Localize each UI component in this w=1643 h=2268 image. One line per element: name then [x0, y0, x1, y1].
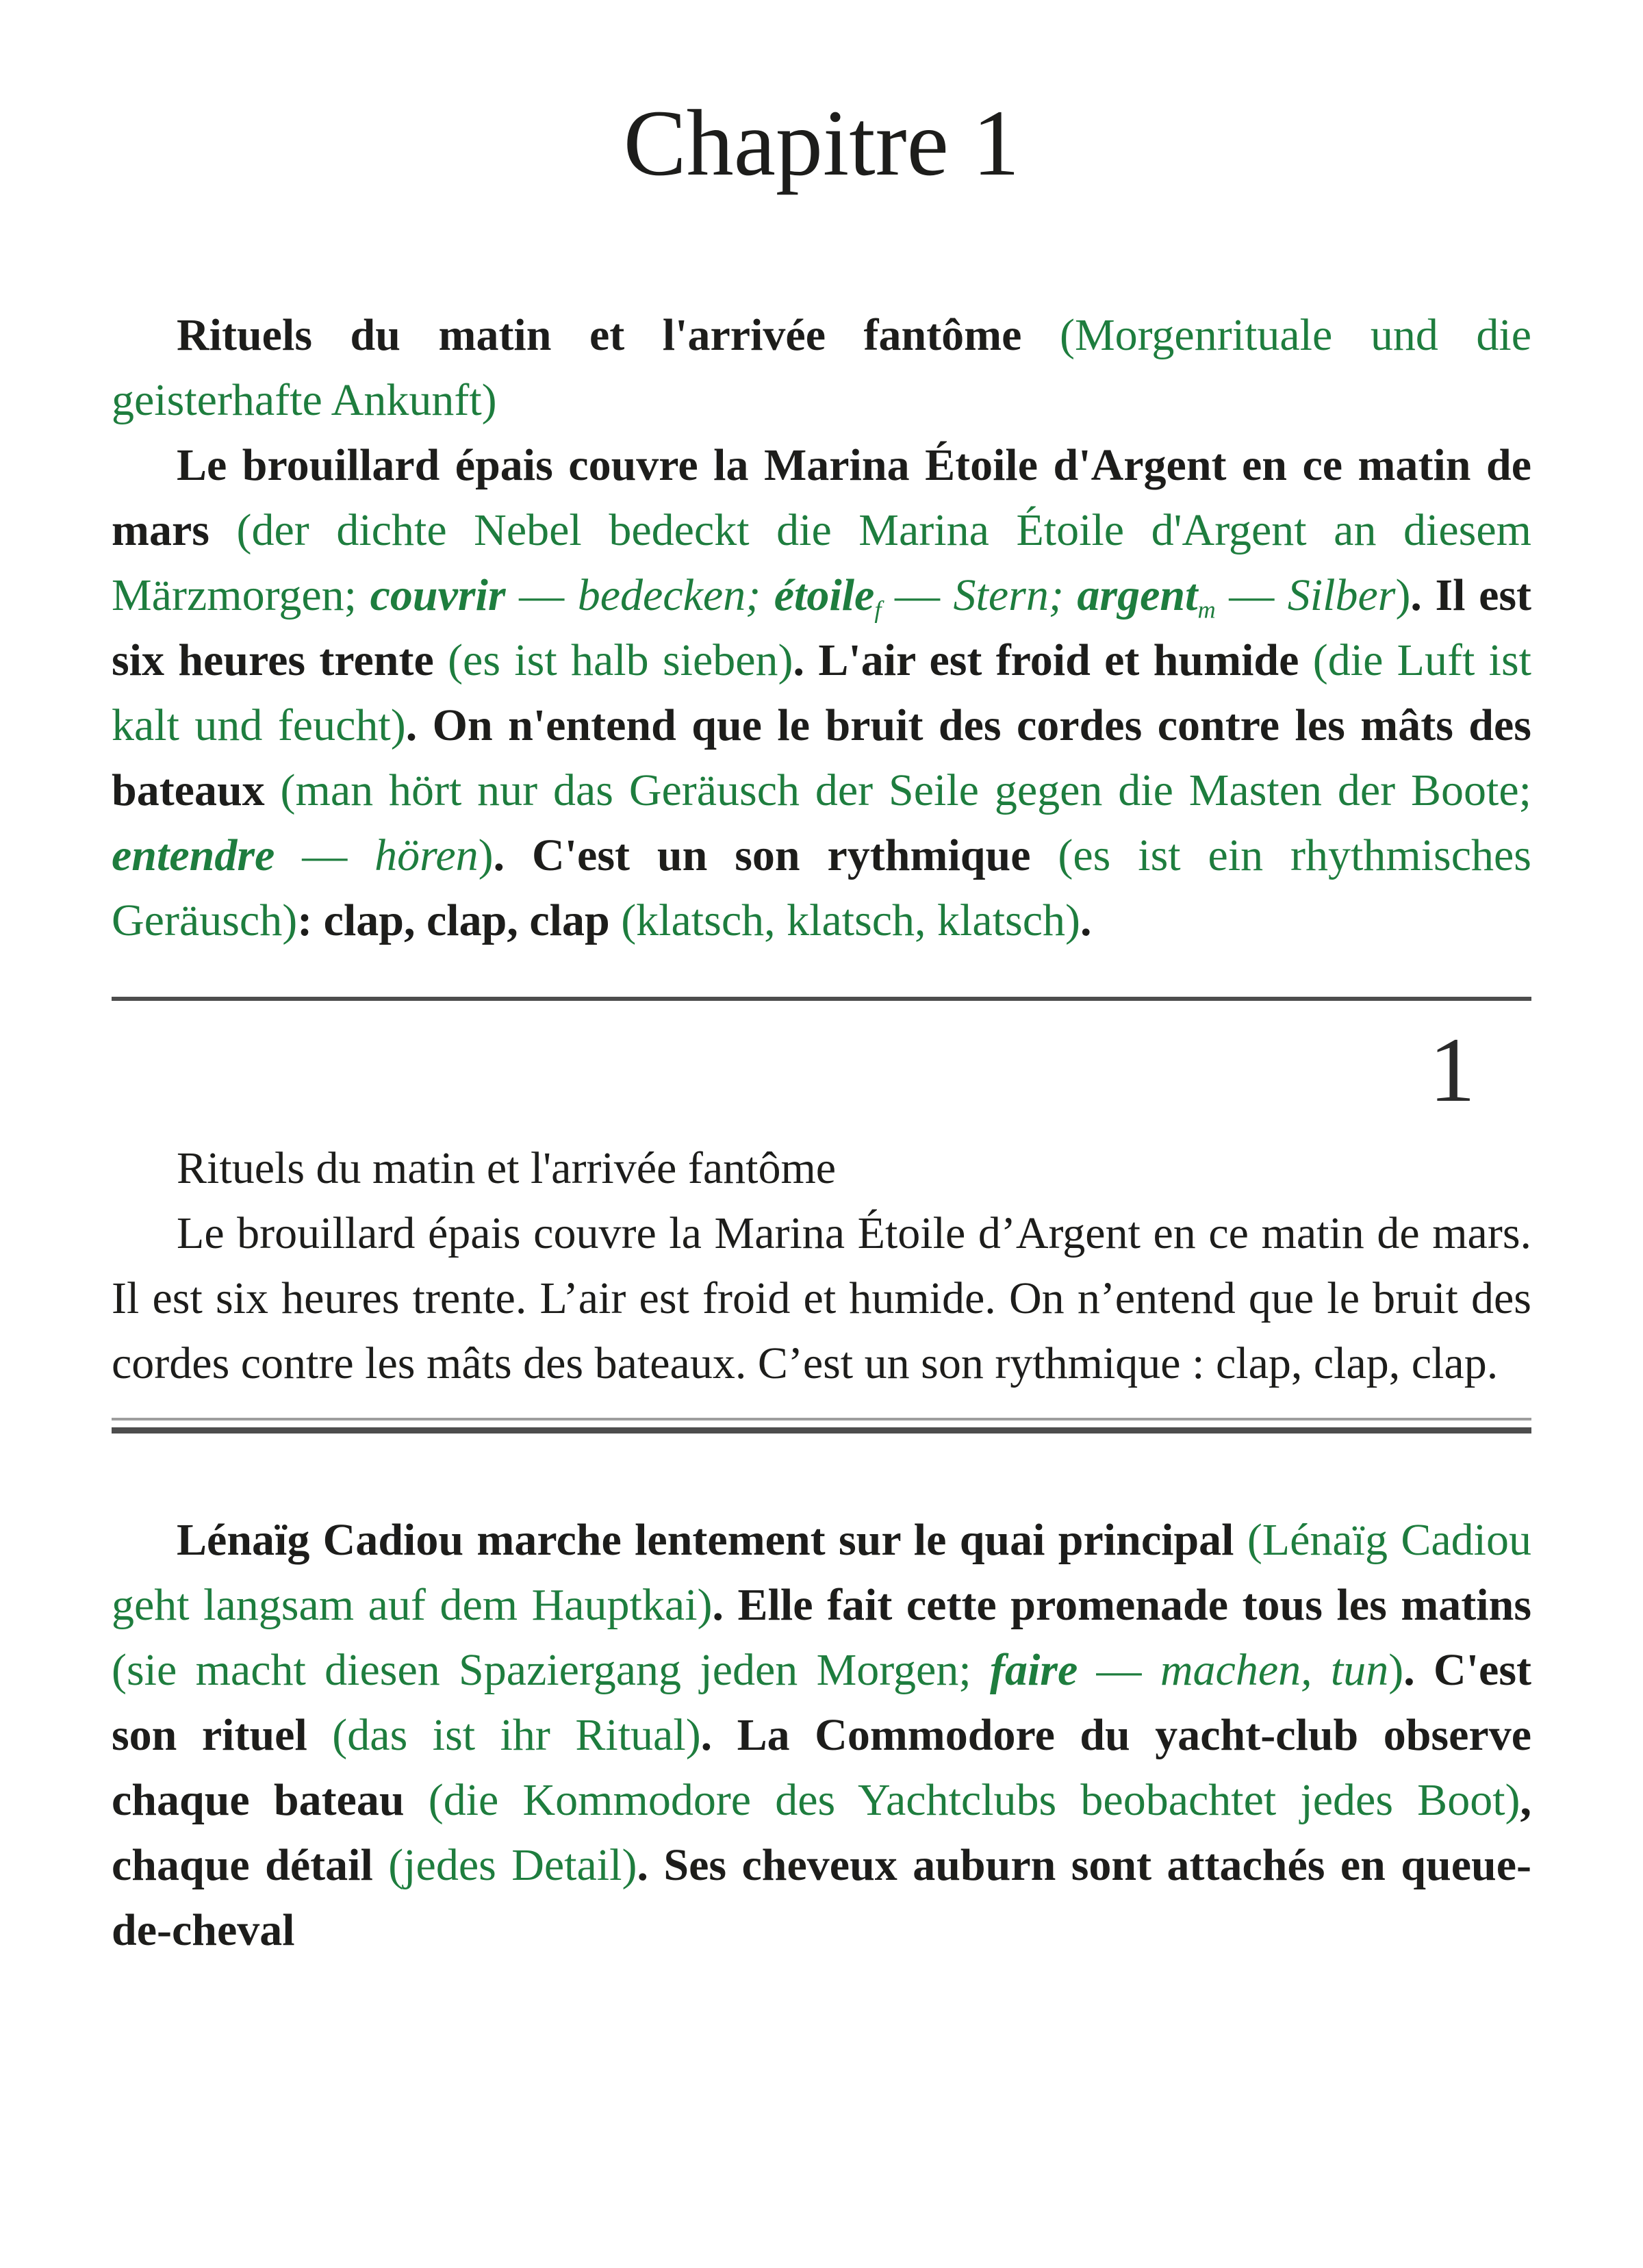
- text-run: . C'est son rituel: [112, 1644, 1531, 1760]
- text-run: . On n'entend que le bruit des cordes contre les mâts des bateaux: [112, 700, 1531, 815]
- text-run: (die Luft ist kalt und feucht): [112, 635, 1531, 750]
- text-run: (Lénaïg Cadiou geht langsam auf dem Hauptkai): [112, 1514, 1531, 1630]
- section-divider-rule: [112, 997, 1531, 1001]
- text-run: —: [881, 570, 954, 620]
- interlinear-section-2: [112, 1507, 1531, 1963]
- text-run: Le brouillard épais couvre la Marina Étoile d’Argent en ce matin de mars. Il est six heures trente. L’air est froid et humide. On n’entend que le bruit des cordes contre les mâts des bateaux. C’est un son rythmique : clap, clap, clap.: [112, 1208, 1531, 1388]
- text-run: (der dichte Nebel bedeckt die Marina Étoile d'Argent an diesem Märzmorgen;: [112, 505, 1531, 620]
- text-run: Rituels du matin et l'arrivée fantôme: [177, 309, 1060, 360]
- text-run: ): [478, 830, 494, 880]
- text-run: —: [1215, 570, 1288, 620]
- text-run: machen, tun: [1160, 1644, 1389, 1695]
- interlinear-body-paragraph: [112, 433, 1531, 953]
- text-run: ): [1388, 1644, 1404, 1695]
- text-run: (klatsch, klatsch, klatsch): [621, 895, 1080, 945]
- text-run: . C'est un son rythmique: [493, 830, 1058, 880]
- text-run: Stern;: [953, 570, 1078, 620]
- chapter-title: Chapitre 1: [623, 90, 1020, 195]
- text-run: (das ist ihr Ritual): [332, 1709, 701, 1760]
- text-run: (es ist ein rhythmisches Geräusch): [112, 830, 1531, 945]
- text-run: ): [1395, 570, 1411, 620]
- interlinear-heading-paragraph: [112, 303, 1531, 433]
- text-run: couvrir: [370, 570, 506, 620]
- text-run: . La Commodore du yacht-club observe chaque bateau: [112, 1709, 1531, 1825]
- interlinear-paragraph-lenaig: [112, 1507, 1531, 1963]
- text-run: bedecken;: [577, 570, 774, 620]
- text-run: étoile: [774, 570, 875, 620]
- text-run: argent: [1077, 570, 1198, 620]
- interlinear-section-1: [112, 303, 1531, 953]
- plain-french-section: [112, 1136, 1531, 1396]
- text-run: . L'air est froid et humide: [793, 635, 1313, 685]
- text-run: Le brouillard épais couvre la Marina Étoile d'Argent en ce matin de mars: [112, 439, 1531, 555]
- text-run: (man hört nur das Geräusch der Seile gegen die Masten der Boote;: [280, 765, 1532, 815]
- text-run: (sie macht diesen Spaziergang jeden Morgen;: [112, 1644, 990, 1695]
- text-run: entendre: [112, 830, 275, 880]
- text-run: . Ses cheveux auburn sont attachés en queue-de-cheval: [112, 1839, 1531, 1955]
- text-run: hören: [374, 830, 479, 880]
- book-page: [0, 86, 1643, 2268]
- text-run: Lénaïg Cadiou marche lentement sur le quai principal: [177, 1514, 1247, 1565]
- double-divider-thick-line: [112, 1427, 1531, 1434]
- double-divider-rule: [112, 1418, 1531, 1434]
- text-run: .: [1080, 895, 1092, 945]
- text-run: —: [505, 570, 578, 620]
- text-run: , chaque détail: [112, 1774, 1532, 1890]
- text-run: Rituels du matin et l'arrivée fantôme: [177, 1143, 837, 1193]
- chapter-number: 1: [1429, 1019, 1475, 1121]
- text-run: m: [1197, 596, 1216, 624]
- text-run: Silber: [1287, 570, 1396, 620]
- text-run: (Morgenrituale und die geisterhafte Ankunft): [112, 309, 1531, 425]
- text-run: . Il est six heures trente: [112, 570, 1532, 685]
- plain-heading-paragraph: [112, 1136, 1531, 1201]
- text-run: (jedes Detail): [388, 1839, 637, 1890]
- text-run: faire: [989, 1644, 1078, 1695]
- text-run: —: [1078, 1644, 1160, 1695]
- text-run: —: [275, 830, 375, 880]
- text-run: (die Kommodore des Yachtclubs beobachtet jedes Boot): [428, 1774, 1520, 1825]
- text-run: f: [874, 596, 882, 624]
- text-run: . Elle fait cette promenade tous les matins: [712, 1579, 1532, 1630]
- plain-body-paragraph: [112, 1201, 1531, 1396]
- double-divider-gap: [112, 1420, 1531, 1427]
- text-run: (es ist halb sieben): [448, 635, 793, 685]
- text-run: : clap, clap, clap: [297, 895, 622, 945]
